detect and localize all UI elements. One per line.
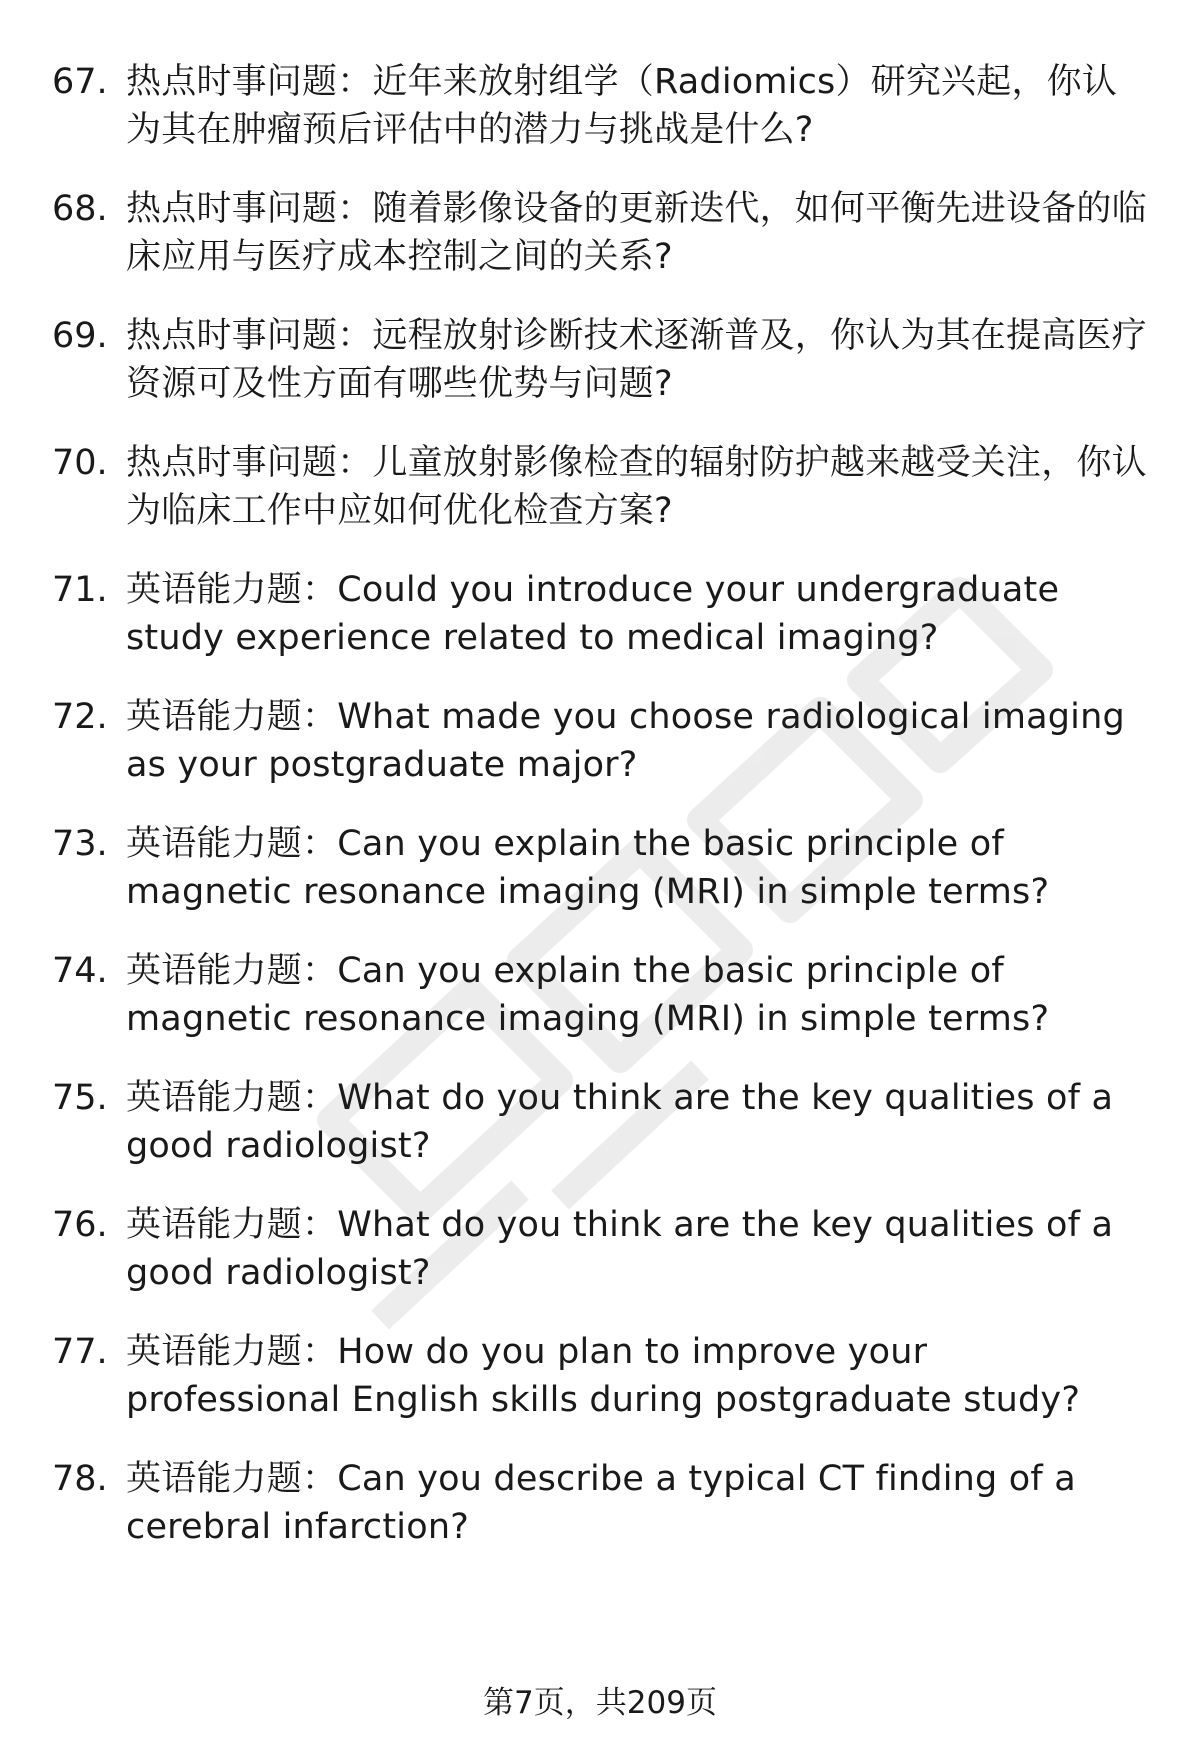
question-number: 76. [52,1205,108,1245]
question-number: 67. [52,62,108,102]
list-item [52,58,1152,154]
question-number: 71. [52,570,108,610]
list-item [52,947,1152,1043]
question-text: 热点时事问题：儿童放射影像检查的辐射防护越来越受关注，你认为临床工作中应如何优化检查方案? [126,443,1147,531]
list-item [52,566,1152,662]
list-item [52,1201,1152,1297]
list-item [52,1074,1152,1170]
question-text: 热点时事问题：近年来放射组学（Radiomics）研究兴起，你认为其在肿瘤预后评估中的潜力与挑战是什么? [126,62,1118,150]
question-number: 72. [52,697,108,737]
question-text: 英语能力题：Can you explain the basic principle of magnetic resonance imaging (MRI) in simple terms? [126,951,1050,1039]
question-number: 78. [52,1459,108,1499]
question-text: 英语能力题：How do you plan to improve your professional English skills during postgraduate study? [126,1332,1081,1420]
question-number: 69. [52,316,108,356]
list-item [52,312,1152,408]
question-text: 英语能力题：What made you choose radiological imaging as your postgraduate major? [126,697,1125,785]
list-item [52,820,1152,916]
question-number: 74. [52,951,108,991]
question-number: 75. [52,1078,108,1118]
list-item [52,439,1152,535]
question-text: 热点时事问题：随着影像设备的更新迭代，如何平衡先进设备的临床应用与医疗成本控制之间的关系? [126,189,1147,277]
question-text: 英语能力题：Can you describe a typical CT finding of a cerebral infarction? [126,1459,1076,1547]
question-number: 73. [52,824,108,864]
question-text: 英语能力题：What do you think are the key qualities of a good radiologist? [126,1205,1114,1293]
list-item [52,185,1152,281]
question-text: 英语能力题：What do you think are the key qualities of a good radiologist? [126,1078,1114,1166]
list-item [52,1328,1152,1424]
page-number-footer: 第7页，共209页 [483,1685,717,1721]
question-number: 68. [52,189,108,229]
question-number: 70. [52,443,108,483]
question-number: 77. [52,1332,108,1372]
question-text: 英语能力题：Can you explain the basic principle of magnetic resonance imaging (MRI) in simple terms? [126,824,1050,912]
question-text: 英语能力题：Could you introduce your undergraduate study experience related to medical imaging? [126,570,1060,658]
question-text: 热点时事问题：远程放射诊断技术逐渐普及，你认为其在提高医疗资源可及性方面有哪些优势与问题? [126,316,1147,404]
list-item [52,1455,1152,1551]
question-list [52,58,1152,1582]
list-item [52,693,1152,789]
